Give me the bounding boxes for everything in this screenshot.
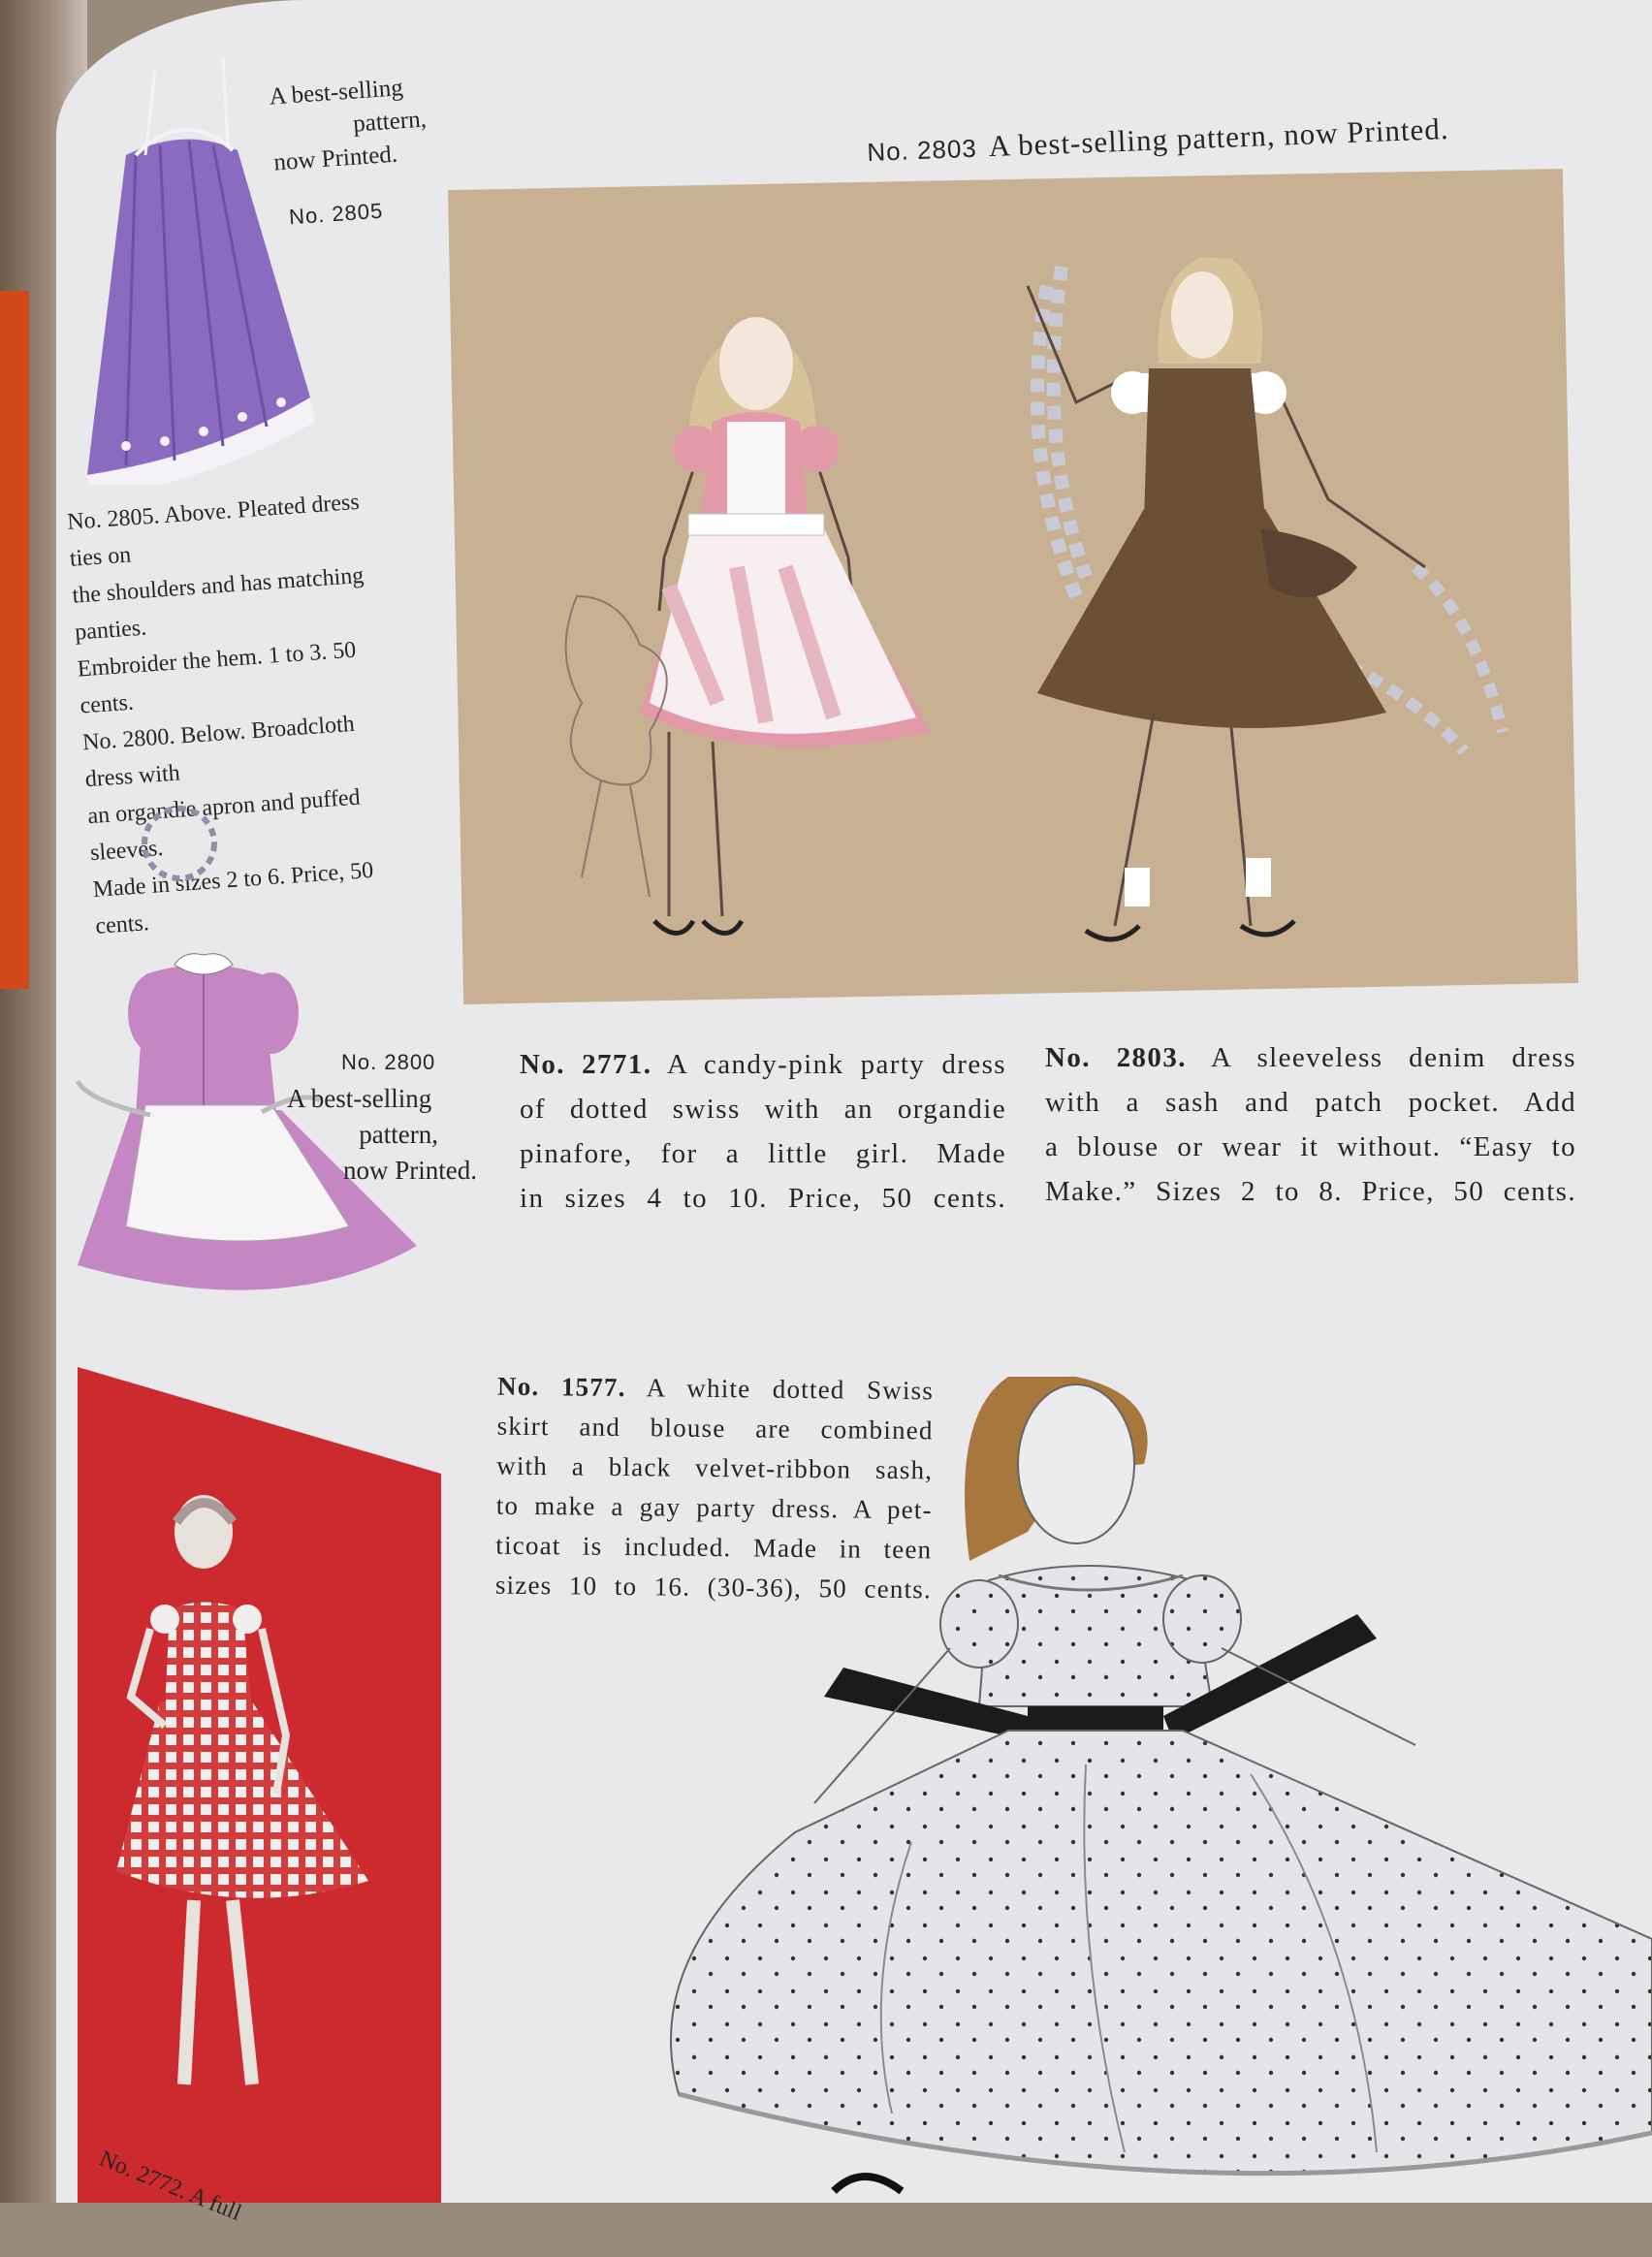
description-line: No. 2805. Above. Pleated dress ties on	[66, 489, 361, 572]
description-2803	[1045, 1035, 1576, 1214]
headline-number: No. 2803	[866, 133, 978, 168]
teen-in-dotted-swiss-dress-illustration	[620, 1357, 1652, 2203]
caption-line: A best-selling	[268, 75, 404, 111]
item-number: No. 1577.	[496, 1371, 626, 1403]
caption-line: pattern,	[359, 1120, 438, 1149]
girl-in-brown-jumper-illustration	[1008, 247, 1551, 984]
caption-2772-fragment: No. 2772. A full	[95, 2146, 245, 2227]
description-line: Make.” Sizes 2 to 8. Price, 50 cents.	[1045, 1176, 1576, 1207]
description-line: skirt and blouse are combined	[496, 1411, 934, 1446]
item-text: A white dotted Swiss	[646, 1373, 935, 1406]
pattern-number-2805: No. 2805	[288, 198, 385, 230]
description-line: with a black velvet-ribbon sash,	[496, 1450, 934, 1485]
caption-line: A best-selling	[287, 1084, 432, 1113]
flower-wreath-icon	[131, 795, 228, 892]
caption-line: now Printed.	[343, 1156, 477, 1185]
headline-text: A best-selling pattern, now Printed.	[988, 111, 1450, 164]
item-text: A candy-pink party dress	[666, 1049, 1006, 1080]
description-line	[1045, 1035, 1576, 1080]
description-line: a blouse or wear it without. “Easy to	[1045, 1131, 1576, 1162]
girl-in-pink-pinafore-illustration	[543, 276, 989, 994]
description-line: the shoulders and has matching panties.	[71, 562, 365, 646]
description-line: pinafore, for a little girl. Made	[520, 1138, 1006, 1169]
description-2771	[520, 1042, 1006, 1221]
description-line: No. 2800. Below. Broadcloth dress with	[81, 711, 356, 793]
description-line: an organdie apron and puffed sleeves.	[86, 784, 362, 867]
description-2805-2800	[66, 482, 416, 945]
item-number: No. 2771.	[520, 1049, 652, 1080]
description-line: sizes 10 to 16. (30-36), 50 cents.	[494, 1570, 933, 1605]
description-line: Embroider the hem. 1 to 3. 50 cents.	[77, 637, 358, 719]
pattern-number-2800: No. 2800	[341, 1050, 436, 1074]
description-line: Made in sizes 2 to 6. Price, 50 cents.	[91, 857, 374, 939]
description-line: with a sash and patch pocket. Add	[1045, 1087, 1576, 1118]
description-line: ticoat is included. Made in teen	[495, 1530, 933, 1565]
description-line: of dotted swiss with an organdie	[520, 1094, 1006, 1125]
description-line: in sizes 4 to 10. Price, 50 cents.	[520, 1183, 1006, 1214]
description-line	[520, 1042, 1006, 1087]
purple-dress-illustration	[68, 48, 339, 485]
description-line: to make a gay party dress. A pet-	[495, 1490, 933, 1525]
item-number: No. 2803.	[1045, 1042, 1187, 1073]
girl-in-gingham-dress-illustration	[107, 1483, 388, 2123]
item-text: A sleeveless denim dress	[1211, 1042, 1576, 1073]
caption-2800	[287, 1081, 477, 1189]
caption-line: now Printed.	[272, 141, 398, 176]
previous-page-edge	[0, 291, 29, 989]
caption-line: pattern,	[352, 106, 428, 138]
